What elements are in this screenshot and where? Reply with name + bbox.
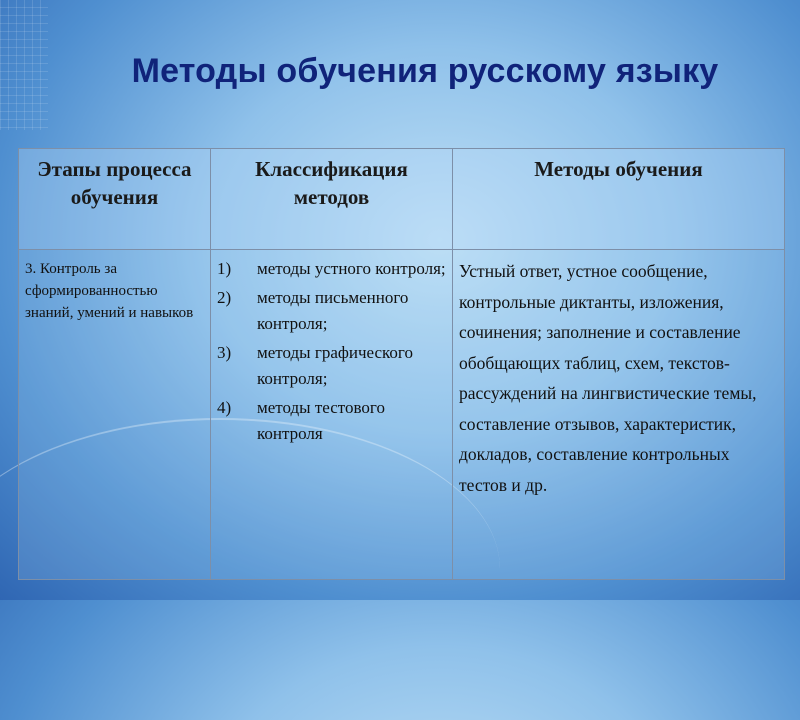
slide-title: Методы обучения русскому языку bbox=[131, 52, 719, 90]
header-stages: Этапы процесса обучения bbox=[19, 149, 211, 250]
list-item bbox=[215, 340, 448, 392]
cell-classification bbox=[211, 250, 453, 580]
header-classification: Классификация методов bbox=[211, 149, 453, 250]
table-row bbox=[19, 250, 785, 580]
list-item-text: методы тестового контроля bbox=[257, 398, 385, 443]
list-item-number: 3) bbox=[217, 343, 232, 362]
classification-list bbox=[215, 256, 448, 447]
methods-table bbox=[18, 148, 785, 580]
list-item-number: 4) bbox=[217, 398, 232, 417]
list-item bbox=[215, 256, 448, 282]
table-header-row bbox=[19, 149, 785, 250]
list-item-text: методы письменного контроля; bbox=[257, 288, 409, 333]
list-item-number: 2) bbox=[217, 288, 232, 307]
cell-stage: 3. Контроль за сформированностью знаний, умений и навыков bbox=[19, 250, 211, 580]
list-item-number: 1) bbox=[217, 259, 232, 278]
list-item bbox=[215, 395, 448, 447]
header-methods: Методы обучения bbox=[453, 149, 785, 250]
list-item-text: методы графического контроля; bbox=[257, 343, 413, 388]
cell-methods: Устный ответ, устное сообщение, контрольные диктанты, изложения, сочинения; заполнение и составление обобщающих таблиц, схем, текстов-рассуждений на лингвистические темы, составление отзывов, характеристик, докладов, составление контрольных тестов и др. bbox=[453, 250, 785, 580]
list-item-text: методы устного контроля; bbox=[257, 259, 446, 278]
list-item bbox=[215, 285, 448, 337]
